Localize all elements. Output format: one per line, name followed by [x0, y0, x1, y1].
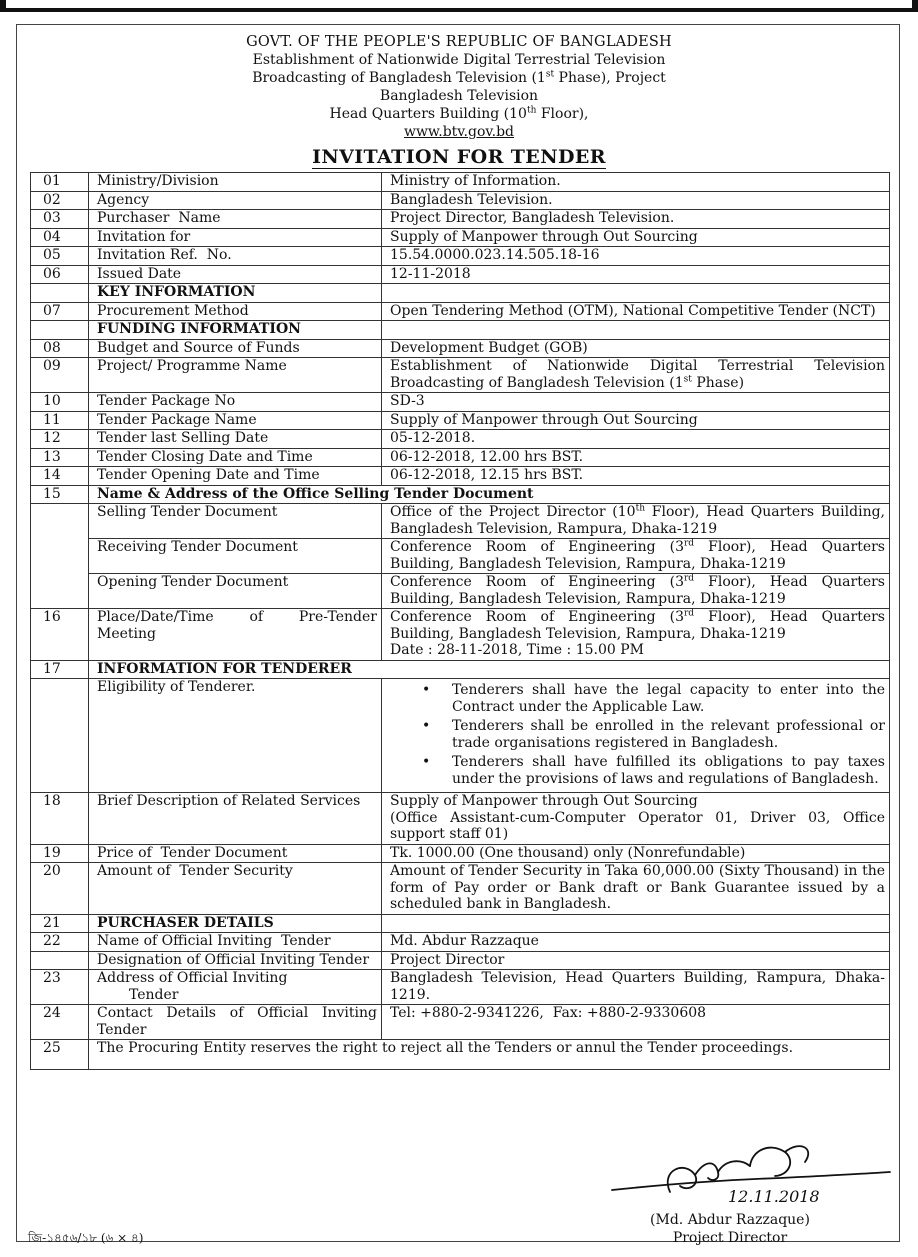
- row-number: 16: [31, 609, 89, 661]
- row-value: Open Tendering Method (OTM), National Competitive Tender (NCT): [382, 302, 890, 321]
- row-value: Project Director, Bangladesh Television.: [382, 210, 890, 229]
- row-label: Ministry/Division: [89, 173, 382, 192]
- row-value: Tk. 1000.00 (One thousand) only (Nonrefundable): [382, 844, 890, 863]
- row-value: 06-12-2018, 12.00 hrs BST.: [382, 448, 890, 467]
- row-value: Project Director: [382, 951, 890, 970]
- footer-code: জি-১৪৫৬/১৮ (৬ × ৪): [28, 1231, 144, 1245]
- row-value: Supply of Manpower through Out Sourcing: [382, 228, 890, 247]
- table-row: [31, 485, 890, 504]
- table-row: [31, 339, 890, 358]
- row-value: Tel: +880-2-9341226, Fax: +880-2-9330608: [382, 1005, 890, 1040]
- signatory-name: (Md. Abdur Razzaque): [650, 1212, 810, 1228]
- table-row: [31, 793, 890, 845]
- list-item: • Tenderers shall have the legal capacity to enter into the Contract under the Applicable Law.: [452, 682, 885, 715]
- table-row: [31, 914, 890, 933]
- list-item: • Tenderers shall have fulfilled its obligations to pay taxes under the provisions of laws and regulations of Bangladesh.: [452, 754, 885, 787]
- row-heading: PURCHASER DETAILS: [89, 914, 382, 933]
- row-number: 18: [31, 793, 89, 845]
- row-label: Selling Tender Document: [89, 504, 382, 539]
- table-row: [31, 539, 890, 574]
- row-number: 25: [31, 1040, 89, 1070]
- table-row: [31, 173, 890, 192]
- table-row: [31, 844, 890, 863]
- row-value: Development Budget (GOB): [382, 339, 890, 358]
- row-number: 11: [31, 411, 89, 430]
- row-label: Issued Date: [89, 265, 382, 284]
- section-heading-key-info: KEY INFORMATION: [89, 284, 382, 303]
- row-label: Agency: [89, 191, 382, 210]
- row-number: 19: [31, 844, 89, 863]
- table-row: [31, 265, 890, 284]
- row-label: Invitation Ref. No.: [89, 247, 382, 266]
- project-line-1: Establishment of Nationwide Digital Terrestrial Television: [252, 52, 666, 68]
- table-row: [31, 411, 890, 430]
- row-label: Place/Date/Time of Pre-Tender Meeting: [89, 609, 382, 661]
- row-label: Designation of Official Inviting Tender: [89, 951, 382, 970]
- row-number: 22: [31, 933, 89, 952]
- row-label: Receiving Tender Document: [89, 539, 382, 574]
- page-title: INVITATION FOR TENDER: [312, 146, 606, 168]
- row-number: 24: [31, 1005, 89, 1040]
- row-label: Opening Tender Document: [89, 574, 382, 609]
- row-value: Conference Room of Engineering (3rd Floor), Head Quarters Building, Bangladesh Television, Rampura, Dhaka-1219 Date : 28-11-2018, Time : 15.00 PM: [382, 609, 890, 661]
- table-row: [31, 1005, 890, 1040]
- table-row: [31, 951, 890, 970]
- row-value: [382, 679, 890, 793]
- row-value: Bangladesh Television.: [382, 191, 890, 210]
- row-number: 09: [31, 358, 89, 393]
- row-heading: Name & Address of the Office Selling Tender Document: [89, 485, 890, 504]
- row-number: 12: [31, 430, 89, 449]
- row-label: Budget and Source of Funds: [89, 339, 382, 358]
- row-label: Contact Details of Official Inviting Tender: [89, 1005, 382, 1040]
- row-value: 06-12-2018, 12.15 hrs BST.: [382, 467, 890, 486]
- row-label: Price of Tender Document: [89, 844, 382, 863]
- table-row: [31, 660, 890, 679]
- org-line: Bangladesh Television: [379, 88, 539, 104]
- row-heading: INFORMATION FOR TENDERER: [89, 660, 890, 679]
- table-row: [31, 679, 890, 793]
- row-number: 05: [31, 247, 89, 266]
- row-value: Office of the Project Director (10th Floor), Head Quarters Building, Bangladesh Television, Rampura, Dhaka-1219: [382, 504, 890, 539]
- row-number: 17: [31, 660, 89, 679]
- row-label: Tender Package Name: [89, 411, 382, 430]
- row-label: Amount of Tender Security: [89, 863, 382, 915]
- table-row: [31, 448, 890, 467]
- row-number: 08: [31, 339, 89, 358]
- eligibility-list: [390, 682, 885, 787]
- row-value: Establishment of Nationwide Digital Terrestrial Television Broadcasting of Bangladesh Television (1st Phase): [382, 358, 890, 393]
- document-header: [0, 33, 918, 141]
- top-border: [0, 0, 918, 14]
- row-value: 05-12-2018.: [382, 430, 890, 449]
- row-number: 06: [31, 265, 89, 284]
- table-row: [31, 933, 890, 952]
- table-row: [31, 504, 890, 539]
- row-number: 21: [31, 914, 89, 933]
- section-heading-funding-info: FUNDING INFORMATION: [89, 321, 382, 340]
- table-row: [31, 191, 890, 210]
- signatory-block: [630, 1211, 830, 1247]
- row-label: Purchaser Name: [89, 210, 382, 229]
- row-label: Brief Description of Related Services: [89, 793, 382, 845]
- table-row: [31, 609, 890, 661]
- project-line-2: Broadcasting of Bangladesh Television (1st Phase), Project: [252, 69, 666, 86]
- row-number: 14: [31, 467, 89, 486]
- svg-text:12.11.2018: 12.11.2018: [728, 1187, 820, 1206]
- row-label: Tender Opening Date and Time: [89, 467, 382, 486]
- row-value: Conference Room of Engineering (3rd Floor), Head Quarters Building, Bangladesh Television, Rampura, Dhaka-1219: [382, 539, 890, 574]
- table-row: [31, 393, 890, 412]
- row-value: 12-11-2018: [382, 265, 890, 284]
- address-line: Head Quarters Building (10th Floor),: [329, 105, 589, 122]
- row-label: Project/ Programme Name: [89, 358, 382, 393]
- row-number: 15: [31, 485, 89, 504]
- table-row: [31, 210, 890, 229]
- table-row: [31, 1040, 890, 1070]
- row-value: Ministry of Information.: [382, 173, 890, 192]
- row-value: Supply of Manpower through Out Sourcing (Office Assistant-cum-Computer Operator 01, Driver 03, Office support staff 01): [382, 793, 890, 845]
- table-row: [31, 863, 890, 915]
- table-row: [31, 247, 890, 266]
- row-number: 02: [31, 191, 89, 210]
- table-row: [31, 358, 890, 393]
- table-row: [31, 970, 890, 1005]
- tender-table: [30, 172, 890, 1070]
- row-number: 01: [31, 173, 89, 192]
- row-number: 03: [31, 210, 89, 229]
- row-number: 04: [31, 228, 89, 247]
- table-row: [31, 228, 890, 247]
- row-value: The Procuring Entity reserves the right to reject all the Tenders or annul the Tender proceedings.: [89, 1040, 890, 1070]
- row-label: Tender Package No: [89, 393, 382, 412]
- row-label: Procurement Method: [89, 302, 382, 321]
- section-row: [31, 321, 890, 340]
- row-value: Md. Abdur Razzaque: [382, 933, 890, 952]
- table-row: [31, 302, 890, 321]
- row-value: 15.54.0000.023.14.505.18-16: [382, 247, 890, 266]
- row-label: Name of Official Inviting Tender: [89, 933, 382, 952]
- row-number: 10: [31, 393, 89, 412]
- row-number: 13: [31, 448, 89, 467]
- govt-line: GOVT. OF THE PEOPLE'S REPUBLIC OF BANGLADESH: [246, 34, 672, 50]
- table-row: [31, 574, 890, 609]
- section-row: [31, 284, 890, 303]
- row-label: Tender last Selling Date: [89, 430, 382, 449]
- row-value: Bangladesh Television, Head Quarters Building, Rampura, Dhaka-1219.: [382, 970, 890, 1005]
- row-label: Tender Closing Date and Time: [89, 448, 382, 467]
- signature: [600, 1130, 900, 1220]
- signatory-designation: Project Director: [672, 1230, 788, 1246]
- row-value: SD-3: [382, 393, 890, 412]
- row-label: Address of Official Inviting Tender: [89, 970, 382, 1005]
- row-number: 07: [31, 302, 89, 321]
- row-value: Amount of Tender Security in Taka 60,000.00 (Sixty Thousand) in the form of Pay order or Bank draft or Bank Guarantee issued by a scheduled bank in Bangladesh.: [382, 863, 890, 915]
- table-row: [31, 467, 890, 486]
- row-value: Supply of Manpower through Out Sourcing: [382, 411, 890, 430]
- row-number: 23: [31, 970, 89, 1005]
- row-number: 20: [31, 863, 89, 915]
- table-row: [31, 430, 890, 449]
- list-item: • Tenderers shall be enrolled in the relevant professional or trade organisations registered in Bangladesh.: [452, 718, 885, 751]
- website-link[interactable]: www.btv.gov.bd: [403, 124, 515, 140]
- row-label: Invitation for: [89, 228, 382, 247]
- row-value: Conference Room of Engineering (3rd Floor), Head Quarters Building, Bangladesh Television, Rampura, Dhaka-1219: [382, 574, 890, 609]
- row-label: Eligibility of Tenderer.: [89, 679, 382, 793]
